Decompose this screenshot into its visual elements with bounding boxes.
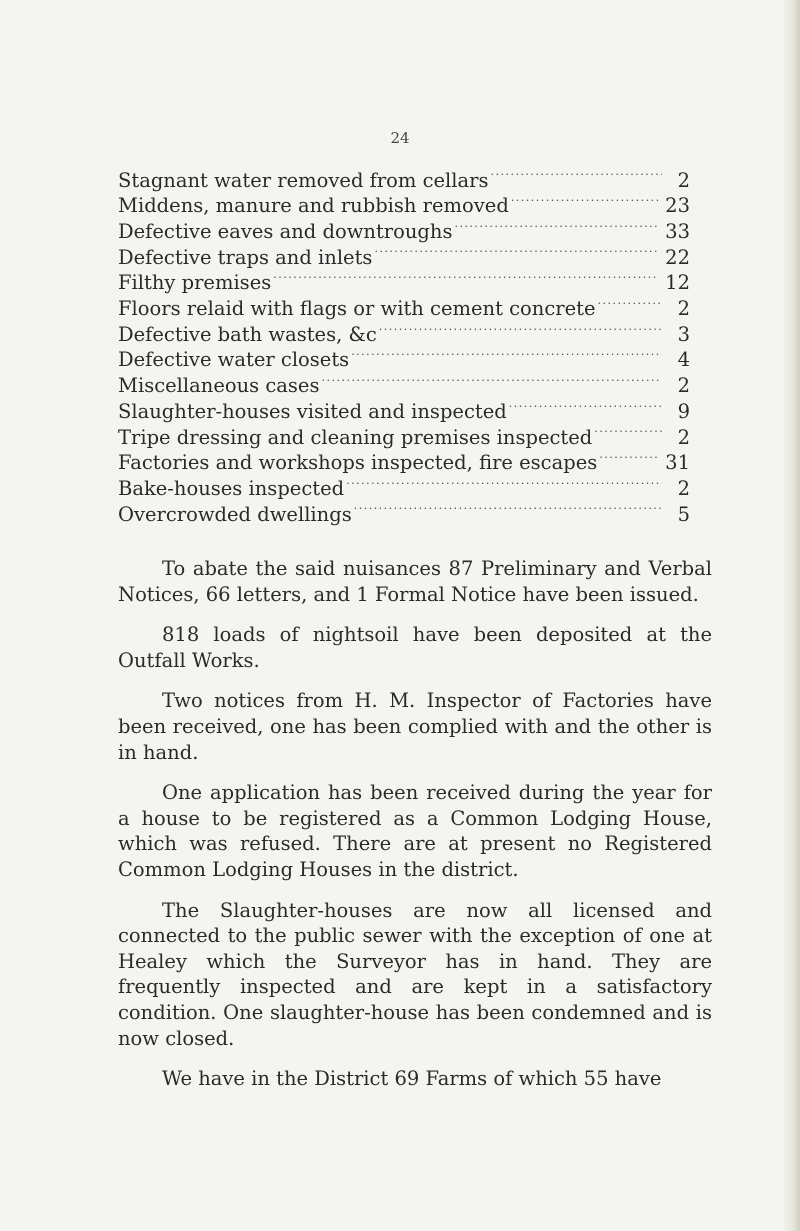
item-label: Stagnant water removed from cellars <box>118 168 489 192</box>
dot-leader <box>346 475 662 495</box>
dot-leader <box>374 244 659 264</box>
report-body <box>118 556 712 1092</box>
dot-leader <box>379 321 662 341</box>
paragraph-lodging-houses: One application has been received during the year for a house to be registered as a Common Lodging House, which was refused. There are at present no Registered Common Lodging Houses in the district. <box>118 781 712 881</box>
page-number: 24 <box>390 129 410 147</box>
item-count: 4 <box>677 348 690 372</box>
item-count: 31 <box>665 451 690 475</box>
paragraph-farms: We have in the District 69 Farms of which 55 have <box>162 1067 662 1091</box>
item-count: 5 <box>677 502 690 526</box>
list-item <box>118 193 690 219</box>
dot-leader <box>598 296 662 316</box>
list-item <box>118 270 690 296</box>
nuisance-list <box>118 167 690 527</box>
item-label: Middens, manure and rubbish removed <box>118 194 509 218</box>
list-item <box>118 218 690 244</box>
item-count: 2 <box>677 168 690 192</box>
item-count: 2 <box>677 425 690 449</box>
paragraph-slaughter-houses: The Slaughter-houses are now all licensed and connected to the public sewer with the exception of one at Healey which the Surveyor has in hand. They are frequently inspected and are kept in a satisfactory condition. One slaughter-house has been condemned and is now closed. <box>118 898 712 1050</box>
item-label: Defective traps and inlets <box>118 245 373 269</box>
list-item <box>118 321 690 347</box>
list-item <box>118 347 690 373</box>
item-label: Defective eaves and downtroughs <box>118 219 453 243</box>
item-label: Slaughter-houses visited and inspected <box>118 399 507 423</box>
item-label: Factories and workshops inspected, fire escapes <box>118 451 598 475</box>
dot-leader <box>599 450 659 470</box>
list-item <box>118 398 690 424</box>
item-count: 23 <box>665 194 690 218</box>
item-count: 3 <box>677 322 690 346</box>
dot-leader <box>321 373 662 393</box>
dot-leader <box>273 270 659 290</box>
item-count: 2 <box>677 374 690 398</box>
dot-leader <box>509 398 662 418</box>
list-item <box>118 244 690 270</box>
list-item <box>118 501 690 527</box>
item-label: Defective bath wastes, &c <box>118 322 377 346</box>
dot-leader <box>354 501 662 521</box>
list-item <box>118 167 690 193</box>
item-label: Floors relaid with flags or with cement concrete <box>118 297 596 321</box>
dot-leader <box>511 193 659 213</box>
item-count: 33 <box>665 219 690 243</box>
paragraph-factory-notices: Two notices from H. M. Inspector of Factories have been received, one has been complied with and the other is in hand. <box>118 689 712 764</box>
list-item <box>118 296 690 322</box>
page-edge-shadow <box>782 0 800 1231</box>
paragraph-notices: To abate the said nuisances 87 Preliminary and Verbal Notices, 66 letters, and 1 Formal Notice have been issued. <box>118 557 712 606</box>
list-item <box>118 450 690 476</box>
item-count: 22 <box>665 245 690 269</box>
item-label: Filthy premises <box>118 271 272 295</box>
list-item <box>118 373 690 399</box>
list-item <box>118 475 690 501</box>
paragraph-nightsoil: 818 loads of nightsoil have been deposited at the Outfall Works. <box>118 623 712 672</box>
item-label: Tripe dressing and cleaning premises inspected <box>118 425 593 449</box>
item-label: Overcrowded dwellings <box>118 502 352 526</box>
item-label: Bake-houses inspected <box>118 476 345 500</box>
item-count: 2 <box>677 297 690 321</box>
dot-leader <box>454 218 659 238</box>
item-label: Miscellaneous cases <box>118 374 320 398</box>
item-label: Defective water closets <box>118 348 350 372</box>
dot-leader <box>351 347 662 367</box>
item-count: 12 <box>665 271 690 295</box>
list-item <box>118 424 690 450</box>
item-count: 2 <box>677 476 690 500</box>
dot-leader <box>490 167 662 187</box>
dot-leader <box>594 424 662 444</box>
item-count: 9 <box>677 399 690 423</box>
